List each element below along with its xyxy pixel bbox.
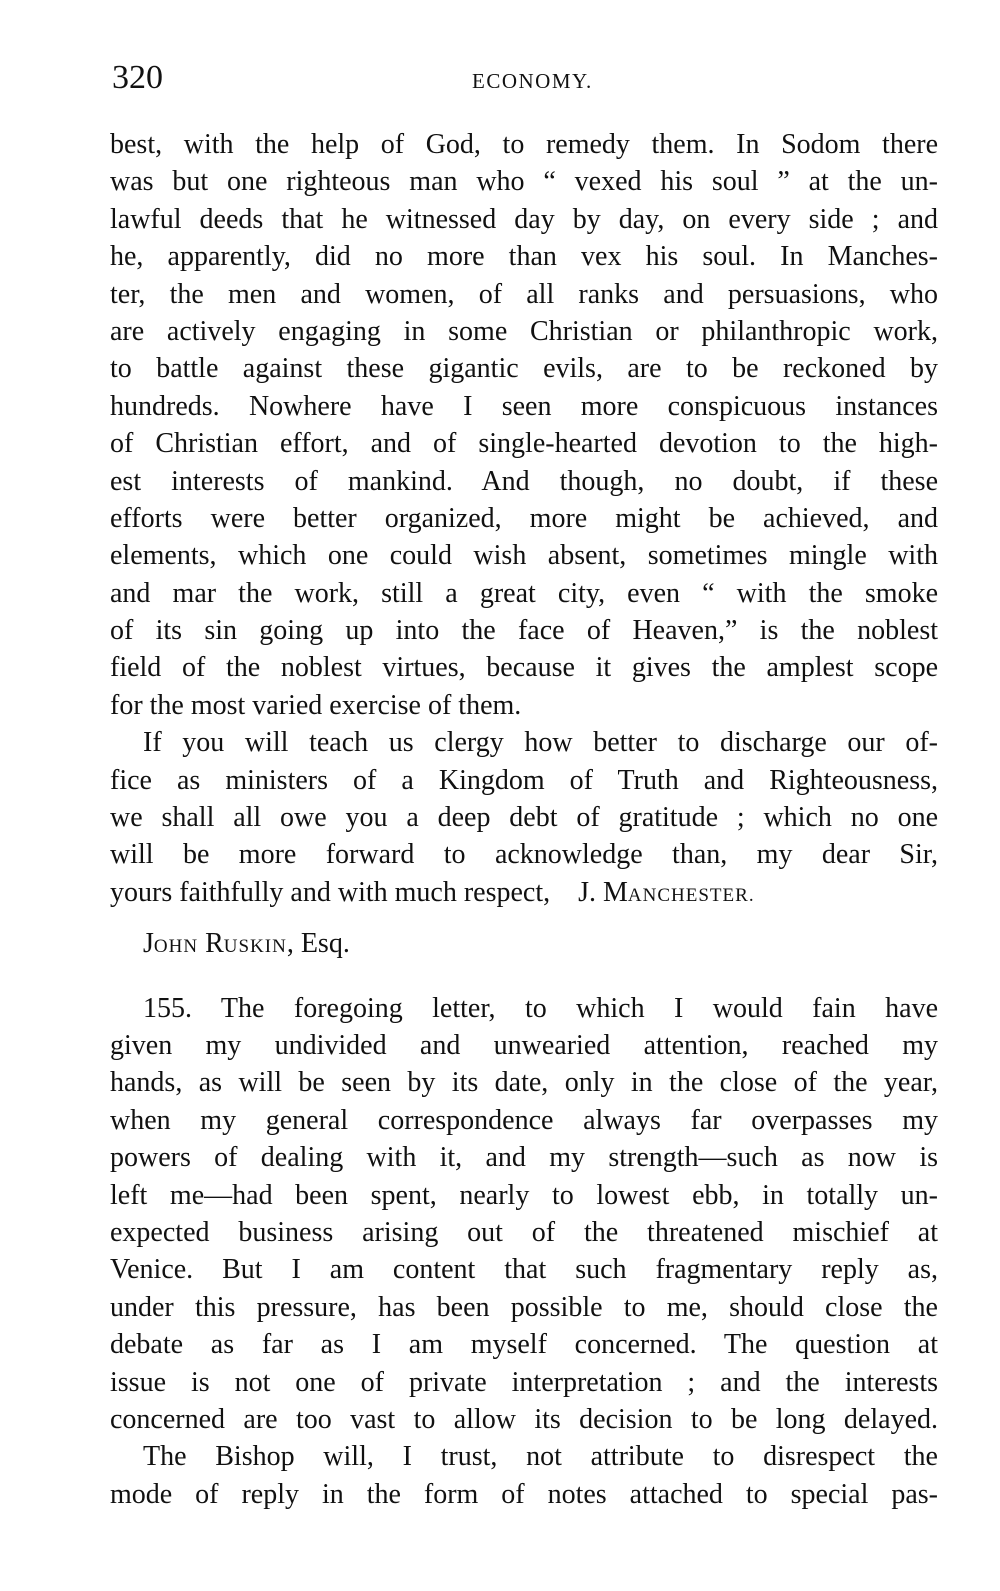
text-line: powers of dealing with it, and my strength—such as now is [110, 1142, 938, 1174]
text-line: left me—had been spent, nearly to lowest ebb, in totally un- [110, 1179, 938, 1211]
text-line: debate as far as I am myself concerned. The question at [110, 1329, 938, 1361]
text-line: best, with the help of God, to remedy them. In Sodom there [110, 129, 938, 160]
text-line: we shall all owe you a deep debt of gratitude ; which no one [110, 802, 938, 834]
letter-closing-line [110, 874, 938, 911]
text-line: est interests of mankind. And though, no doubt, if these [110, 465, 938, 497]
commentary-paragraph-2 [110, 1438, 938, 1513]
text-line: of its sin going up into the face of Heaven,” is the noblest [110, 615, 938, 647]
running-title: ECONOMY. [472, 69, 593, 93]
text-line: fice as ministers of a Kingdom of Truth and Righteousness, [110, 764, 938, 796]
text-line: when my general correspondence always far overpasses my [110, 1104, 938, 1136]
commentary-paragraph-155 [110, 990, 938, 1439]
text-line: field of the noblest virtues, because it gives the amplest scope [110, 652, 938, 684]
text-line: The Bishop will, I trust, not attribute to disrespect the [143, 1441, 938, 1473]
page-number: 320 [112, 59, 163, 96]
text-line: ter, the men and women, of all ranks and persuasions, who [110, 278, 938, 310]
text-line: and mar the work, still a great city, even “ with the smoke [110, 577, 938, 609]
text-line: Venice. But I am content that such fragmentary reply as, [110, 1254, 938, 1286]
letter-paragraph-2 [110, 724, 938, 911]
page-body [110, 126, 938, 1513]
text-line: mode of reply in the form of notes attached to special pas- [110, 1478, 938, 1510]
spacer [110, 963, 938, 990]
text-line: are actively engaging in some Christian or philanthropic work, [110, 315, 938, 347]
spacer [110, 911, 938, 925]
text-line: will be more forward to acknowledge than, my dear Sir, [110, 839, 938, 871]
text-line: given my undivided and unwearied attention, reached my [110, 1029, 938, 1061]
text-line: under this pressure, has been possible to me, should close the [110, 1291, 938, 1323]
text-line: issue is not one of private interpretation ; and the interests [110, 1366, 938, 1398]
text-line: efforts were better organized, more might be achieved, and [110, 502, 938, 534]
text-line: expected business arising out of the threatened mischief at [110, 1216, 938, 1248]
text-line: hundreds. Nowhere have I seen more conspicuous instances [110, 390, 938, 422]
closing-text: yours faithfully and with much respect, [110, 876, 551, 908]
text-line: for the most varied exercise of them. [110, 689, 522, 721]
text-line: If you will teach us clergy how better to discharge our of- [143, 727, 938, 759]
text-line: hands, as will be seen by its date, only in the close of the year, [110, 1067, 938, 1099]
letter-paragraph-1 [110, 126, 938, 724]
text-line: 155. The foregoing letter, to which I would fain have [143, 992, 938, 1024]
page-header [112, 58, 938, 102]
text-line: of Christian effort, and of single-hearted devotion to the high- [110, 428, 938, 460]
text-line: lawful deeds that he witnessed day by day, on every side ; and [110, 203, 938, 235]
addressee: JOHN RUSKIN, Esq. [143, 928, 350, 960]
text-line: was but one righteous man who “ vexed his soul ” at the un- [110, 166, 938, 198]
signature: J. MANCHESTER. [578, 876, 755, 908]
text-line: he, apparently, did no more than vex his soul. In Manches- [110, 241, 938, 273]
text-line: to battle against these gigantic evils, are to be reckoned by [110, 353, 938, 385]
text-line: concerned are too vast to allow its decision to be long delayed. [110, 1403, 938, 1435]
text-line: elements, which one could wish absent, sometimes mingle with [110, 540, 938, 572]
